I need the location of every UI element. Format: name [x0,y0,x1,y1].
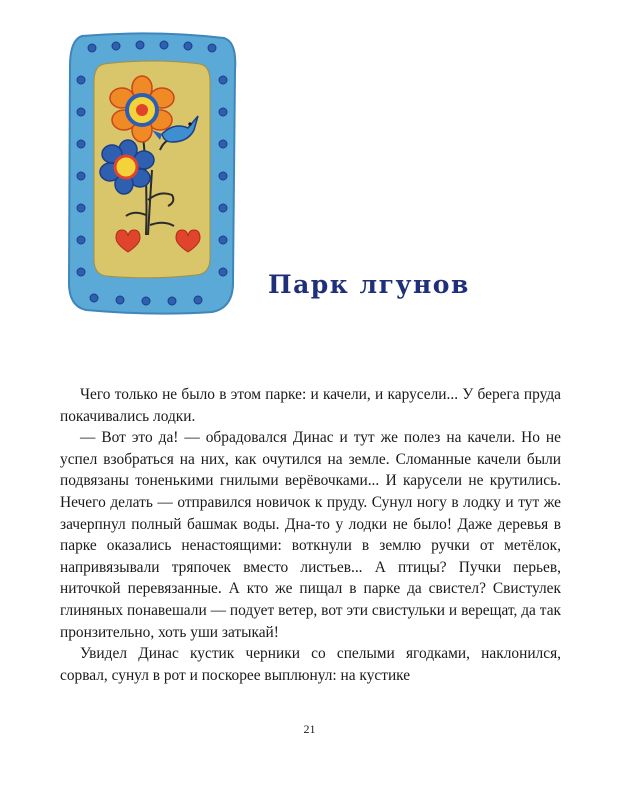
paragraph: — Вот это да! — обрадовался Динас и тут же полез на качели. Но не успел взобраться на них, как очутился на земле. Сломанные качели были подвязаны тоненькими гнилыми верёвочками... И карусели не крутились. Нечего делать — отправился новичок к пруду. Сунул ногу в лодку и тут же зачерпнул полный башмак воды. Дна-то у лодки не было! Даже деревья в парке оказались ненастоящими: воткнули в землю ручки от метёлок, напривязывали тряпочек вместо листьев... А птицы? Пучки перьев, ниточкой перевязанные. А кто же пищал в парке да свистел? Свистулек глиняных понавешали — подует ветер, вот эти свистульки и верещат, да так пронзительно, хоть уши затыкай! [60,429,561,641]
chapter-title: Парк лгунов [268,270,470,299]
text-body [60,384,561,686]
chapter-illustration [64,30,239,315]
paragraph: Увидел Динас кустик черники со спелыми ягодками, наклонился, сорвал, сунул в рот и поскорее выплюнул: на кустике [60,645,561,684]
page-number: 21 [303,722,316,736]
paragraph: Чего только не было в этом парке: и качели, и карусели... У берега пруда покачивались лодки. [60,386,561,425]
